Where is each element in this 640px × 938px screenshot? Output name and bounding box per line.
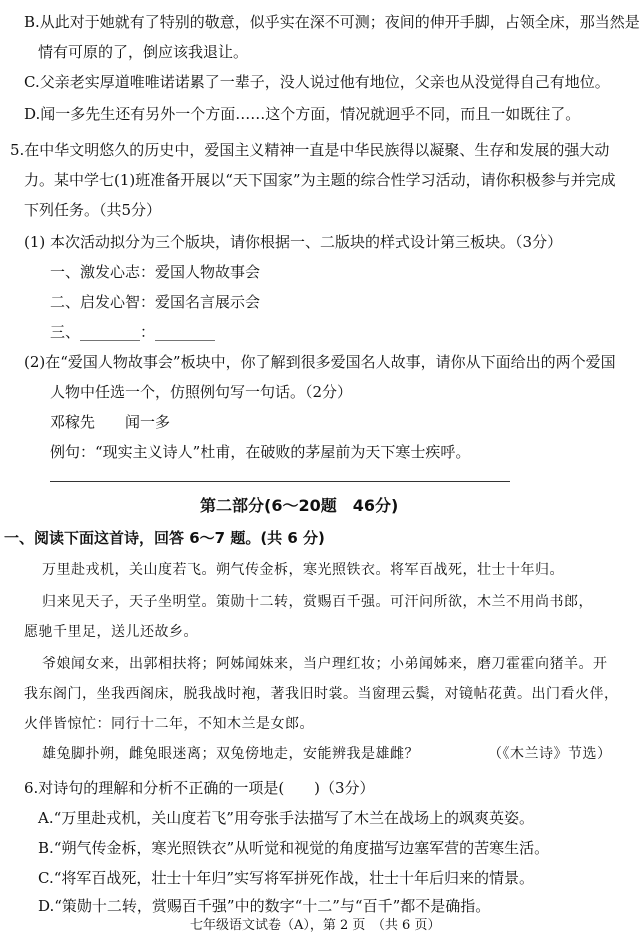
q6-option-c: C.“将军百战死，壮士十年归”实写将军拼死作战，壮士十年后归来的情景。 bbox=[38, 869, 535, 887]
poem-line-2: 归来见天子，天子坐明堂。策勋十二转，赏赐百千强。可汗问所欲，木兰不用尚书郎， bbox=[42, 594, 593, 610]
poem-line-7: 雄兔脚扑朔，雌兔眼迷离；双兔傍地走，安能辨我是雄雌？ bbox=[42, 746, 419, 762]
q6-option-b: B.“朔气传金柝，寒光照铁衣”从听觉和视觉的角度描写边塞军营的苦寒生活。 bbox=[38, 839, 550, 857]
q5-sub1: (1) 本次活动拟分为三个版块，请你根据一、二版块的样式设计第三板块。（3分） bbox=[24, 233, 563, 251]
poem-line-1: 万里赴戎机，关山度若飞。朔气传金柝，寒光照铁衣。将军百战死，壮士十年归。 bbox=[42, 562, 564, 578]
q5-sub2-line2: 人物中任选一个，仿照例句写一句话。（2分） bbox=[50, 383, 353, 401]
option-b-line1: B.从此对于她就有了特别的敬意，似乎实在深不可测；夜间的伸开手脚，占领全床，那当然是 bbox=[24, 13, 640, 31]
person-options: 邓稼先 闻一多 bbox=[50, 413, 171, 431]
poem-line-4: 爷娘闻女来，出郭相扶将；阿姊闻妹来，当户理红妆；小弟闻姊来，磨刀霍霍向猪羊。开 bbox=[42, 656, 608, 672]
option-b-line2: 情有可原的了，倒应该我退让。 bbox=[38, 43, 249, 61]
poem-line-3: 愿驰千里足，送儿还故乡。 bbox=[24, 624, 198, 640]
q6-stem: 6.对诗句的理解和分析不正确的一项是( )（3分） bbox=[24, 779, 375, 797]
part2-title: 第二部分(6～20题 46分) bbox=[200, 496, 399, 515]
poem-line-5: 我东阁门，坐我西阁床，脱我战时袍，著我旧时裳。当窗理云鬓，对镜帖花黄。出门看火伴， bbox=[24, 686, 619, 702]
q5-stem-line3: 下列任务。（共5分） bbox=[24, 201, 162, 219]
q5-stem-line2: 力。某中学七(1)班准备开展以“天下国家”为主题的综合性学习活动，请你积极参与并完成 bbox=[24, 171, 616, 189]
section1-title: 一、阅读下面这首诗，回答 6～7 题。(共 6 分) bbox=[4, 529, 325, 547]
example-sentence: 例句：“现实主义诗人”杜甫，在破败的茅屋前为天下寒士疾呼。 bbox=[50, 443, 471, 461]
block-2: 二、启发心智：爱国名言展示会 bbox=[50, 293, 261, 311]
page-footer: 七年级语文试卷（A），第 2 页 （共 6 页） bbox=[190, 918, 441, 933]
option-c: C.父亲老实厚道唯唯诺诺累了一辈子，没人说过他有地位，父亲也从没觉得自己有地位。 bbox=[24, 73, 610, 91]
q5-sub2-line1: (2)在“爱国人物故事会”板块中，你了解到很多爱国名人故事，请你从下面给出的两个爱国 bbox=[24, 353, 616, 371]
block-1: 一、激发心志：爱国人物故事会 bbox=[50, 263, 261, 281]
block-3-blank: 三、________：________ bbox=[50, 323, 216, 341]
poem-source: （《木兰诗》节选） bbox=[488, 746, 612, 762]
q6-option-d: D.“策勋十二转，赏赐百千强”中的数字“十二”与“百千”都不是确指。 bbox=[38, 897, 491, 915]
q5-stem-line1: 5.在中华文明悠久的历史中，爱国主义精神一直是中华民族得以凝聚、生存和发展的强大动 bbox=[10, 141, 610, 159]
q6-option-a: A.“万里赴戎机，关山度若飞”用夸张手法描写了木兰在战场上的飒爽英姿。 bbox=[38, 809, 534, 827]
poem-line-6: 火伴皆惊忙：同行十二年，不知木兰是女郎。 bbox=[24, 716, 314, 732]
divider-rule bbox=[50, 481, 510, 482]
option-d: D.闻一多先生还有另外一个方面……这个方面，情况就迥乎不同，而且一如既往了。 bbox=[24, 105, 581, 123]
